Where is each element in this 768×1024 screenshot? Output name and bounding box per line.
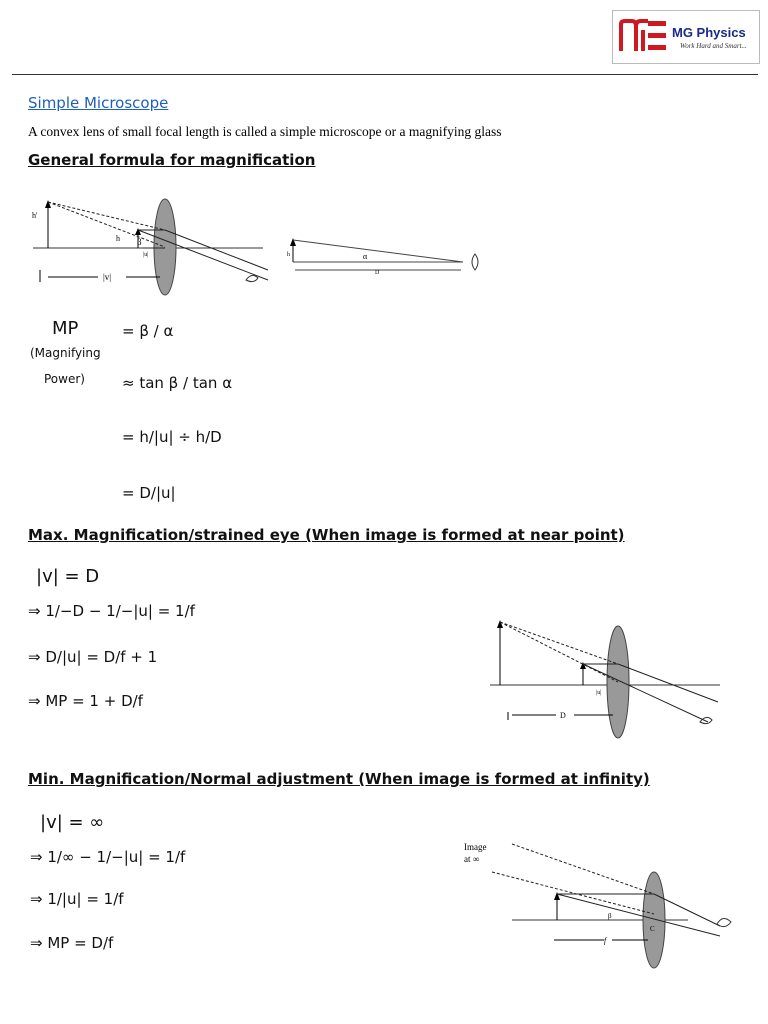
label-h-prime: h'	[32, 211, 38, 220]
min-label-C: C	[650, 925, 655, 933]
min-label-beta: β	[608, 912, 612, 920]
min-line-4: ⇒ MP = D/f	[30, 934, 114, 952]
max-ray-diagram	[488, 612, 728, 742]
label-alpha: α	[363, 252, 368, 261]
min-ray-diagram	[462, 836, 742, 972]
step-3: = h/|u| ÷ h/D	[122, 428, 222, 446]
max-line-1: |v| = D	[36, 566, 100, 587]
max-line-4: ⇒ MP = 1 + D/f	[28, 692, 143, 710]
brand-name: MG Physics	[672, 25, 746, 40]
label-beta: β	[137, 237, 142, 247]
max-line-2: ⇒ 1/−D − 1/−|u| = 1/f	[28, 602, 195, 620]
eye-icon	[246, 275, 258, 281]
step-2: ≈ tan β / tan α	[122, 374, 233, 392]
label-u: |u|	[143, 252, 149, 258]
min-line-1: |v| = ∞	[40, 812, 105, 833]
mp-label-line2: (Magnifying	[30, 346, 101, 360]
mp-label-line3: Power)	[44, 372, 85, 386]
eye-icon-4	[717, 918, 731, 926]
section-heading-general: General formula for magnification	[28, 151, 316, 169]
page-title: Simple Microscope	[28, 94, 169, 112]
min-label-infinity: at ∞	[464, 854, 480, 864]
step-4: = D/|u|	[122, 484, 176, 502]
label-h: h	[116, 234, 120, 243]
section-heading-min: Min. Magnification/Normal adjustment (When image is formed at infinity)	[28, 770, 650, 788]
section-heading-max: Max. Magnification/strained eye (When image is formed at near point)	[28, 526, 625, 544]
mp-label: MP	[52, 318, 79, 339]
max-line-3: ⇒ D/|u| = D/f + 1	[28, 648, 158, 666]
header-divider	[12, 74, 758, 75]
general-ray-diagram	[28, 190, 278, 300]
min-line-2: ⇒ 1/∞ − 1/−|u| = 1/f	[30, 848, 186, 866]
min-label-image: Image	[464, 842, 487, 852]
step-1: = β / α	[122, 322, 174, 340]
label-v: |v|	[103, 272, 112, 282]
label-h2: h	[287, 252, 290, 258]
label-D: D	[375, 270, 380, 276]
max-label-D: D	[560, 711, 566, 720]
mg-logo-icon	[618, 18, 670, 54]
max-label-u: |u|	[596, 690, 602, 696]
brand-tagline: Work Hard and Smart...	[680, 42, 747, 50]
eye-icon-3	[700, 717, 712, 723]
min-line-3: ⇒ 1/|u| = 1/f	[30, 890, 124, 908]
near-point-diagram	[285, 232, 505, 280]
intro-text: A convex lens of small focal length is called a simple microscope or a magnifying glass	[28, 124, 502, 139]
eye-icon-2	[472, 254, 478, 270]
min-label-f: f	[604, 936, 607, 945]
